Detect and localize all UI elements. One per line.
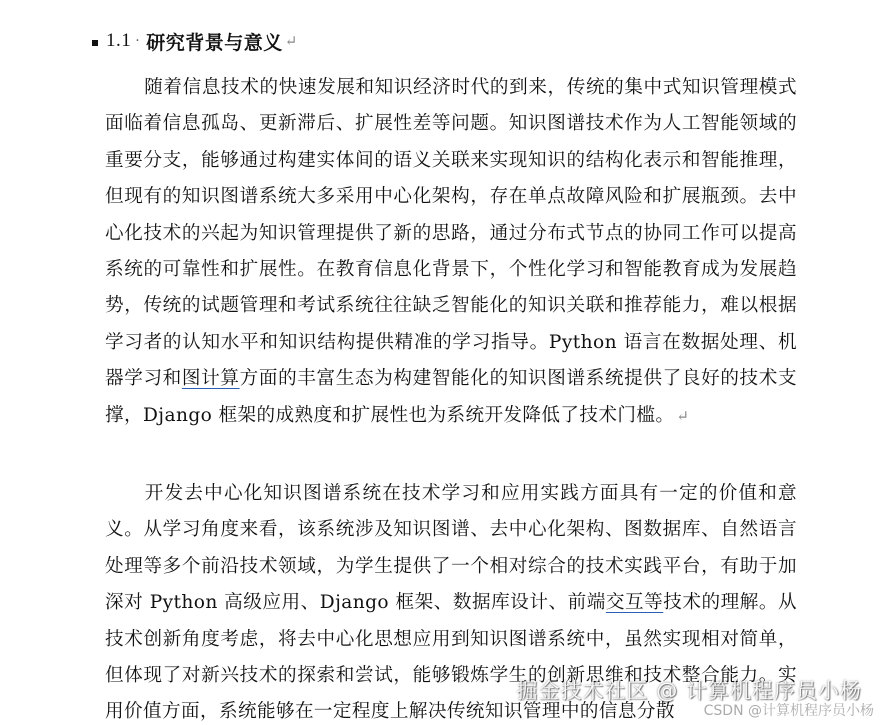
section-heading [92, 24, 298, 58]
paragraph1-text-before: 随着信息技术的快速发展和知识经济时代的到来，传统的集中式知识管理模式面临着信息孤岛、更新滞后、扩展性差等问题。知识图谱技术作为人工智能领域的重要分支，能够通过构建实体间的语义关联来实现知识的结构化表示和智能推理，但现有的知识图谱系统大多采用中心化架构，存在单点故障风险和扩展瓶颈。去中心化技术的兴起为知识管理提供了新的思路，通过分布式节点的协同工作可以提高系统的可靠性和扩展性。在教育信息化背景下，个性化学习和智能教育成为发展趋势，传统的试题管理和考试系统往往缺乏智能化的知识关联和推荐能力，难以根据学习者的认知水平和知识结构提供精准的学习指导。Python 语言在数据处理、机器学习和 [105, 77, 797, 390]
heading-bullet-icon [92, 40, 98, 46]
watermark-sub: CSDN @计算机程序员小杨 [703, 703, 874, 719]
section-number: 1.1 [106, 30, 132, 51]
space-mark-icon: · [135, 33, 141, 49]
watermark-main: 掘金技术社区 @ 计算机程序员小杨 [516, 679, 862, 703]
paragraph2-text-before: 开发去中心化知识图谱系统在技术学习和应用实践方面具有一定的价值和意义。从学习角度来看，该系统涉及知识图谱、去中心化架构、图数据库、自然语言处理等多个前沿技术领域，为学生提供了一个相对综合的技术实践平台，有助于加深对 Python 高级应用、Django 框架、数据库设计、前端 [105, 483, 797, 614]
section-title: 研究背景与意义 [146, 31, 283, 54]
paragraph2-underlined-term[interactable]: 交互等 [605, 592, 664, 614]
paragraph-mark-icon: ↵ [676, 406, 690, 425]
paragraph-background [105, 70, 797, 434]
paragraph1-text-after: 方面的丰富生态为构建智能化的知识图谱系统提供了良好的技术支撑，Django 框架的成熟度和扩展性也为系统开发降低了技术门槛。 [105, 368, 797, 426]
paragraph-mark-icon: ↵ [284, 32, 298, 50]
paragraph1-underlined-term[interactable]: 图计算 [181, 368, 240, 390]
paragraph2-text-after: 技术的理解。从技术创新角度考虑，将去中心化思想应用到知识图谱系统中，虽然实现相对简单，但体现了对新兴技术的探索和尝试，能够锻炼学生的创新思维和技术整合能力。实用价值方面，系统能够在一定程度上解决传统知识管理中的信息分散 [105, 592, 797, 723]
